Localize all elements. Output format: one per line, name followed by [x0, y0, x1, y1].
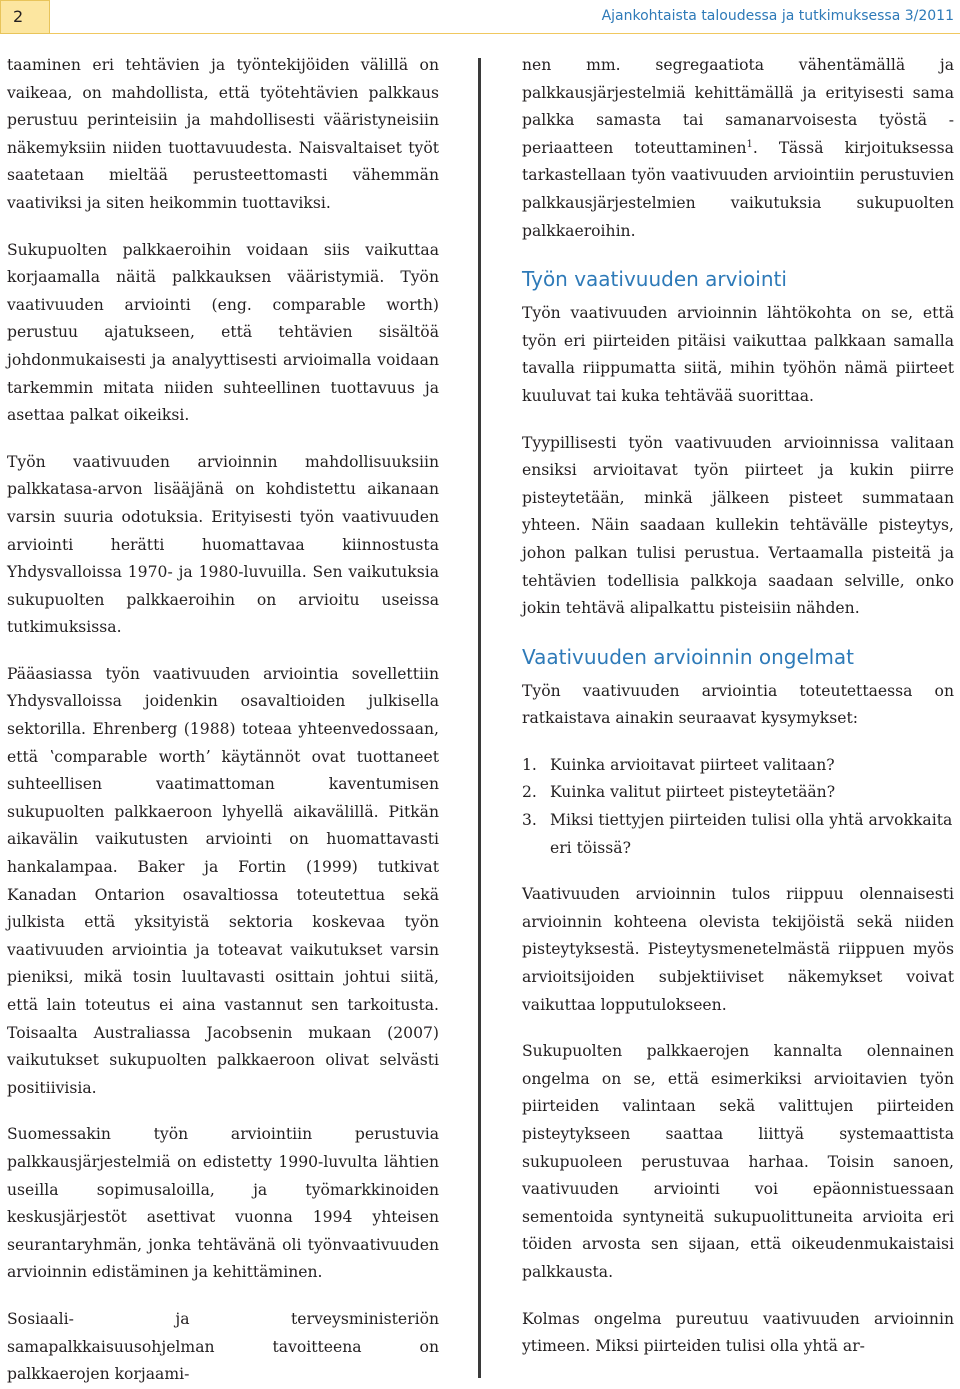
- list-item: [522, 807, 954, 862]
- footnote-marker: 1: [746, 138, 753, 150]
- list-number: 1.: [522, 755, 537, 774]
- list-item: [522, 779, 954, 807]
- paragraph: Työn vaativuuden arvioinnin lähtökohta on se, että työn eri piirteiden pitäisi vaikuttaa palkkaan samalla tavalla riippumatta siitä, mihin työhön nämä piirteet kuuluvat tai kuka tehtävää suorittaa.: [522, 304, 954, 405]
- paragraph: Kolmas ongelma pureutuu vaativuuden arvioinnin ytimeen. Miksi piirteiden tulisi olla yhtä ar-: [522, 1309, 954, 1356]
- paragraph: Tyypillisesti työn vaativuuden arvioinnissa valitaan ensiksi arvioitavat työn piirteet ja kukin piirre pisteytetään, minkä jälkeen pisteet summataan yhteen. Näin saadaan kullekin tehtävälle pisteytys, johon palkan tulisi perustua. Vertaamalla pisteitä ja tehtävien todellisia palkkoja saadaan selville, onko jokin tehtävä alipalkattu pisteisiin nähden.: [522, 433, 954, 618]
- paragraph: Sosiaali- ja terveysministeriön samapalkkaisuusohjelman tavoitteena on palkkaerojen korjaami-: [7, 1309, 439, 1384]
- paragraph-text: nen mm. segregaatiota vähentämällä ja palkkausjärjestelmiä kehittämällä ja erityisesti sama palkka samasta tai samanarvoisesta työstä -periaatteen toteuttaminen: [522, 56, 954, 157]
- paragraph-text: . Tässä kirjoituksessa tarkastellaan työn vaativuuden arviointiin perustuvien palkkausjärjestelmien vaikutuksia sukupuolten palkkaeroihin.: [522, 138, 954, 240]
- right-column: [522, 52, 954, 1361]
- list-text: Kuinka valitut piirteet pisteytetään?: [550, 783, 836, 802]
- paragraph: Työn vaativuuden arvioinnin mahdollisuuksiin palkkatasa-arvon lisääjänä on kohdistettu aikanaan varsin suuria odotuksia. Erityisesti työn vaativuuden arviointi herätti huomattavaa kiinnostusta Yhdysvalloissa 1970- ja 1980-luvuilla. Sen vaikutuksia sukupuolten palkkaeroihin on arvioitu useissa tutkimuksissa.: [7, 452, 439, 637]
- paragraph: Vaativuuden arvioinnin tulos riippuu olennaisesti arvioinnin kohteena olevista tekijöistä sekä niiden pisteytyksestä. Pisteytysmenetelmästä riippuen myös arvioitsijoiden subjektiiviset näkemykset voivat vaikuttaa lopputulokseen.: [522, 885, 954, 1014]
- paragraph: taaminen eri tehtävien ja työntekijöiden välillä on vaikeaa, on mahdollista, että työtehtävien palkkaus perustuu perinteisiin ja mahdollisesti vääristyneisiin näkemyksiin niiden tuottavuudesta. Naisvaltaiset työt saatetaan mieltää perusteettomasti vähemmän vaativiksi ja siten heikommin tuottaviksi.: [7, 56, 439, 212]
- paragraph: Pääasiassa työn vaativuuden arviointia sovellettiin Yhdysvalloissa joidenkin osavaltioiden julkisella sektorilla. Ehrenberg (1988) toteaa yhteenvedossaan, että ʽcomparable worthʼ käytännöt ovat tuottaneet suhteellisen vaatimattoman kaventumisen sukupuolten palkkaeroon lyhyellä aikavälillä. Pitkän aikavälin vaikutusten arviointi on huomattavasti hankalampaa. Baker ja Fortin (1999) tutkivat Kanadan Ontarion osavaltiossa toteutettua sekä julkista että yksityistä sektoria koskevaa työn vaativuuden arviointia ja toteavat vaikutukset varsin pieniksi, mikä tosin luultavasti osittain johtui siitä, että lain toteutus ei aina vastannut sen tarkoitusta. Toisaalta Australiassa Jacobsenin mukaan (2007) vaikutukset sukupuolten palkkaeroon olivat selvästi positiivisia.: [7, 664, 439, 1097]
- column-divider: [478, 58, 481, 1378]
- paragraph: Työn vaativuuden arviointia toteutettaessa on ratkaistava ainakin seuraavat kysymykset:: [522, 681, 954, 728]
- paragraph: Sukupuolten palkkaerojen kannalta olennainen ongelma on se, että esimerkiksi arvioitavien työn piirteiden valintaan sekä valittujen piirteiden pisteytykseen saattaa liittyä systemaattista sukupuoleen perustuvaa harhaa. Toisin sanoen, vaativuuden arviointi voi epäonnistuessaan sementoida syntyneitä sukupuolittuneita arvioita eri töiden arvosta sen sijaan, että oikeudenmukaistaisi palkkausta.: [522, 1042, 954, 1281]
- list-text: Miksi tiettyjen piirteiden tulisi olla yhtä arvokkaita eri töissä?: [550, 811, 953, 857]
- paragraph: [522, 52, 954, 245]
- paragraph: Sukupuolten palkkaeroihin voidaan siis vaikuttaa korjaamalla näitä palkkauksen vääristymiä. Työn vaativuuden arviointi (eng. comparable worth) perustuu ajatukseen, että tehtävien sisältöä johdonmukaisesti ja analyyttisesti arvioimalla voidaan tarkemmin mitata niiden suhteellinen tuottavuus ja asettaa palkat oikeiksi.: [7, 240, 439, 425]
- list-number: 3.: [522, 811, 537, 830]
- list-text: Kuinka arvioitavat piirteet valitaan?: [550, 755, 835, 774]
- page-number: 2: [0, 0, 50, 34]
- list-item: [522, 752, 954, 780]
- section-heading: Työn vaativuuden arviointi: [522, 267, 787, 292]
- header-rule: [50, 33, 960, 34]
- section-heading: Vaativuuden arvioinnin ongelmat: [522, 644, 854, 669]
- publication-title: Ajankohtaista taloudessa ja tutkimuksessa 3/2011: [601, 8, 954, 24]
- question-list: [522, 752, 954, 862]
- page-header: [0, 0, 960, 36]
- left-column: [7, 52, 439, 1389]
- paragraph: Suomessakin työn arviointiin perustuvia palkkausjärjestelmiä on edistetty 1990-luvulta lähtien useilla sopimusaloilla, ja työmarkkinoiden keskusjärjestöt asettivat vuonna 1994 yhteisen seurantaryhmän, jonka tehtävänä oli työnvaativuuden arvioinnin edistäminen ja kehittäminen.: [7, 1125, 439, 1282]
- list-number: 2.: [522, 783, 537, 802]
